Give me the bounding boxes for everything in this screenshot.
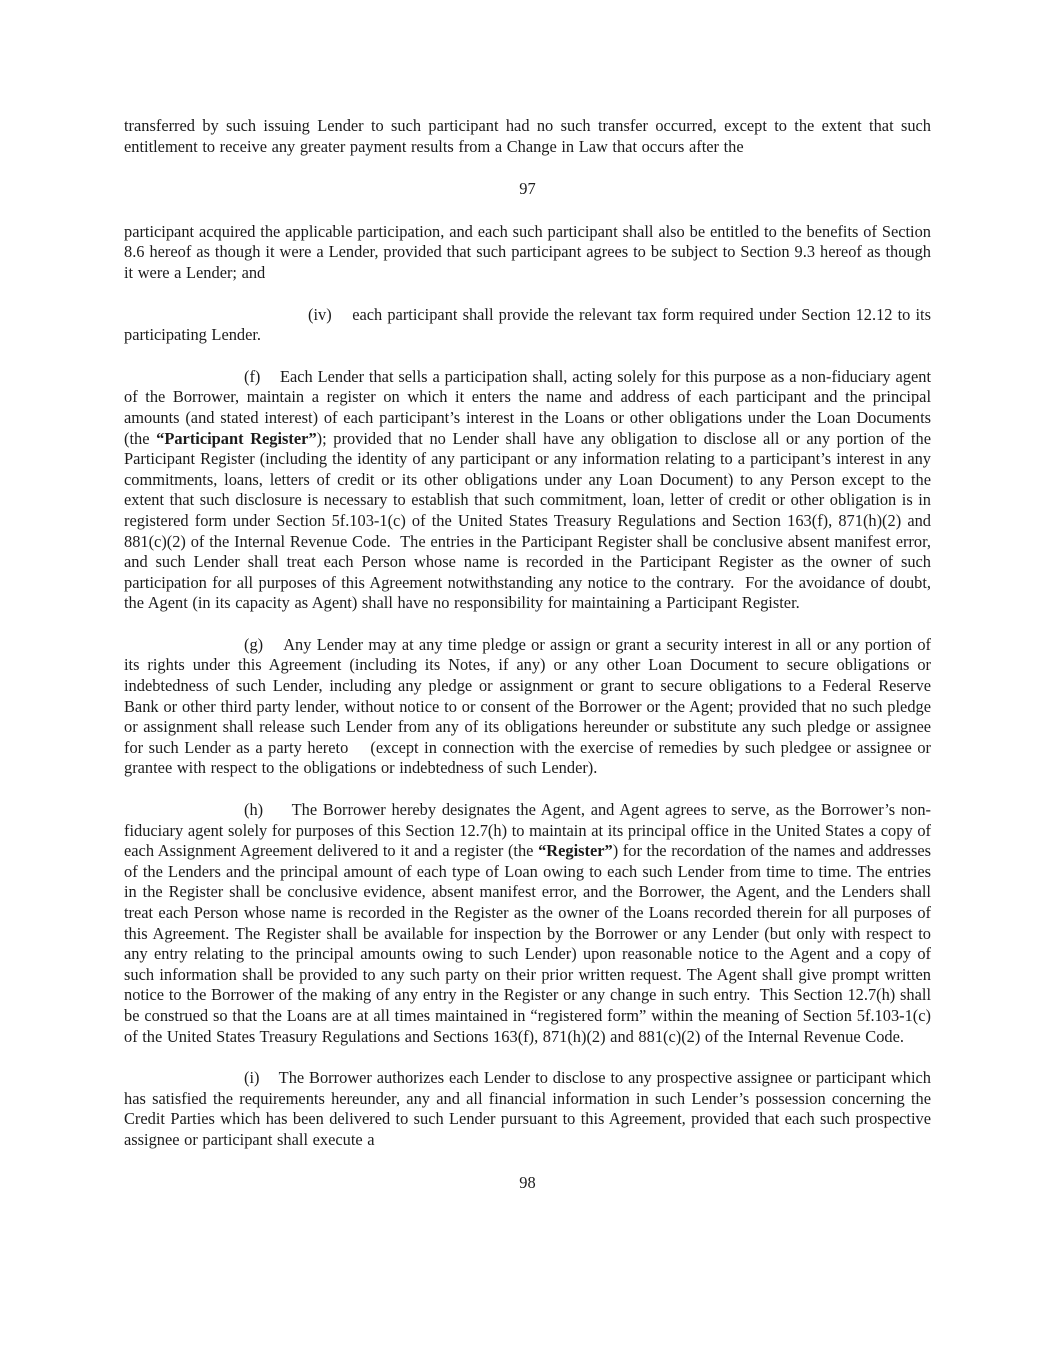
page-number: 98 (519, 1172, 536, 1192)
text-run: (iv) each participant shall provide the relevant tax form required under Section 12.12 to its participating Lender. (124, 304, 936, 345)
paragraph-participant-benefits (124, 221, 936, 284)
clause-iv (124, 304, 936, 346)
page-number: 97 (519, 179, 536, 199)
clause-f (124, 366, 936, 614)
clause-i (124, 1068, 936, 1150)
paragraph-continuation-top (124, 116, 936, 157)
text-run: ) for the recordation of the names and addresses of the Lenders and the principal amount of each type of Loan owing to each such Lender from time to time. The entries in the Register shall be conclusive evidence, absent manifest error, and the Borrower, the Agent, and the Lenders shall treat each Person whose name is recorded in the Register as the owner of the Loans recorded therein for all purposes of this Agreement. The Register shall be available for inspection by the Borrower or any Lender (but only with respect to any entry relating to the principal amounts owing to such Lender) upon reasonable notice to the Agent and a copy of such information shall be provided to any such party on their prior written request. The Agent shall give prompt written notice to the Borrower of the making of any entry in the Register or any change in such entry. This Section 12.7(h) shall be construed so that the Loans are at all times maintained in “registered form” within the meaning of Section 5f.103-1(c) of the United States Treasury Regulations and Sections 163(f), 871(h)(2) and 881(c)(2) of the Internal Revenue Code. (124, 841, 936, 1046)
text-run: participant acquired the applicable participation, and each such participant shall also be entitled to the benefits of Section 8.6 hereof as though it were a Lender, provided that such participant agrees to be subject to Section 9.3 hereof as though it were a Lender; and (124, 221, 936, 282)
text-run: (g) Any Lender may at any time pledge or assign or grant a security interest in all or any portion of its rights under this Agreement (including its Notes, if any) or any other Loan Document to secure obligations or indebtedness of such Lender, including any pledge or assignment or grant to secure obligations to a Federal Reserve Bank or other third party lender, without notice to or consent of the Borrower or the Agent; provided that no such pledge or assignment shall release such Lender from any of its obligations hereunder or substitute any such pledge or assignee for such Lender as a party hereto (except in connection with the exercise of remedies by such pledgee or assignee or grantee with respect to the obligations or indebtedness of such Lender). (124, 634, 936, 778)
text-run: (i) The Borrower authorizes each Lender to disclose to any prospective assignee or participant which has satisfied the requirements hereunder, any and all financial information in such Lender’s possession concerning the Credit Parties which has been delivered to such Lender pursuant to this Agreement, provided that each such prospective assignee or participant shall execute a (124, 1068, 936, 1149)
defined-term: “Participant Register” (156, 428, 317, 448)
text-run: ); provided that no Lender shall have any obligation to disclose all or any portion of the Participant Register (including the identity of any participant or any information relating to a participant’s interest in any commitments, loans, letters of credit or its other obligations under any Loan Document) to any Person except to the extent that such disclosure is necessary to establish that such commitment, loan, letter of credit or other obligation is in registered form under Section 5f.103-1(c) of the United States Treasury Regulations and Section 163(f), 871(h)(2) and 881(c)(2) of the Internal Revenue Code. The entries in the Participant Register shall be conclusive absent manifest error, and such Lender shall treat each Person whose name is recorded in the Participant Register as the owner of such participation for all purposes of this Agreement notwithstanding any notice to the contrary. For the avoidance of doubt, the Agent (in its capacity as Agent) shall have no responsibility for maintaining a Participant Register. (124, 428, 936, 613)
clause-h (124, 800, 936, 1047)
text-run: (f) Each Lender that sells a participation shall, acting solely for this purpose as a non-fiduciary agent of the Borrower, maintain a register on which it enters the name and address of each participant and the principal amounts (and stated interest) of each participant’s interest in the Loans or other obligations under the Loan Documents (the (124, 366, 936, 448)
clause-g (124, 634, 936, 779)
text-run: transferred by such issuing Lender to such participant had no such transfer occurred, except to the extent that such entitlement to receive any greater payment results from a Change in Law that occurs after the (124, 116, 936, 156)
defined-term: “Register” (538, 841, 613, 861)
text-run: (h) The Borrower hereby designates the Agent, and Agent agrees to serve, as the Borrower’s non-fiduciary agent solely for purposes of this Section 12.7(h) to maintain at its principal office in the United States a copy of each Assignment Agreement delivered to it and a register (the (124, 800, 936, 861)
